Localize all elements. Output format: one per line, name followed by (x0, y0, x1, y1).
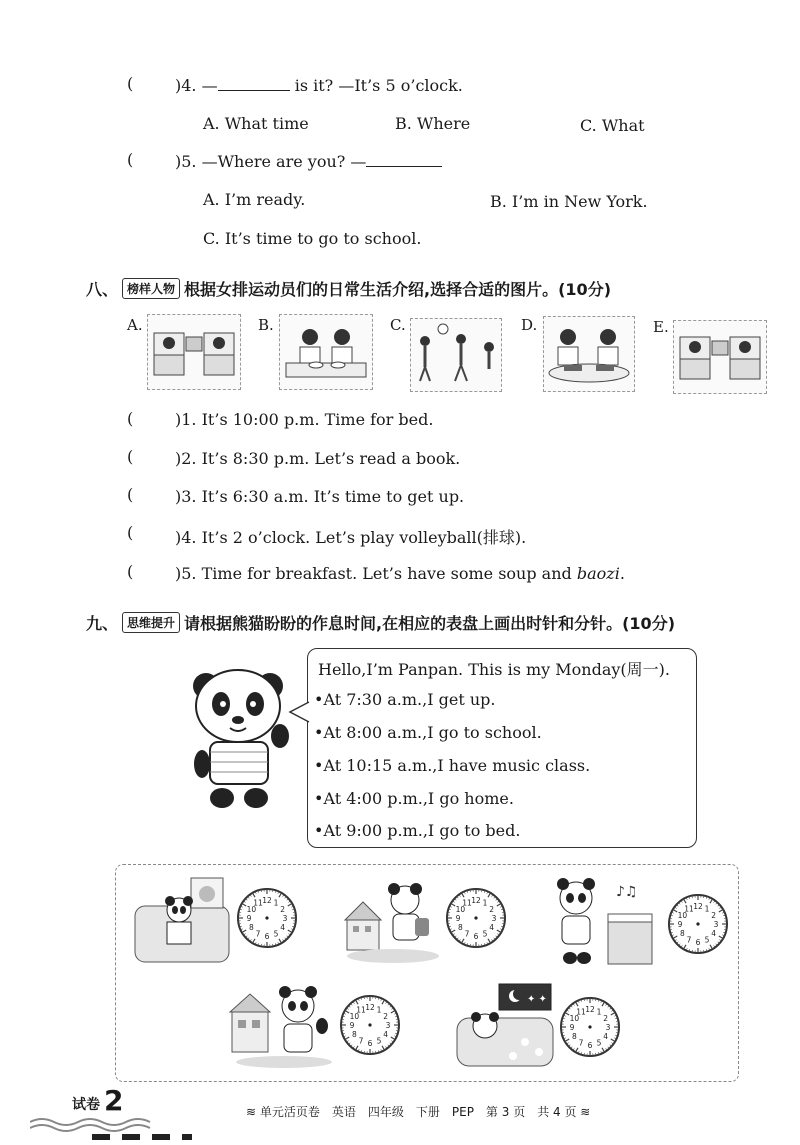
clock-number: 11 (253, 898, 263, 908)
clock-number: 1 (273, 898, 279, 908)
clock-number: 2 (603, 1014, 608, 1023)
option-a[interactable]: A. I’m ready. (203, 190, 306, 209)
clock-face-music[interactable] (666, 892, 730, 956)
clock-face-home[interactable] (338, 993, 402, 1057)
clock-number: 11 (356, 1005, 366, 1015)
footer-label: 试卷 (72, 1097, 100, 1113)
question-text: is it? —It’s 5 o’clock. (289, 76, 463, 95)
italic-word: baozi (576, 564, 620, 583)
breakfast-table-icon[interactable] (279, 314, 373, 390)
clock-number: 8 (458, 923, 463, 932)
clock-number: 4 (383, 1030, 388, 1039)
picture-label: C. (390, 316, 406, 334)
item-text: It’s 8:30 p.m. Let’s read a book. (201, 449, 461, 468)
reading-book-icon[interactable] (543, 316, 635, 392)
footer-info: ≋ 单元活页卷 英语 四年级 下册 PEP 第 3 页 共 4 页 ≋ (246, 1105, 591, 1119)
clock-number: 7 (255, 929, 261, 939)
clock-number: 4 (603, 1032, 608, 1041)
clock-number: 9 (677, 920, 683, 929)
clock-center (474, 916, 477, 919)
clock-number: 11 (462, 898, 472, 908)
bubble-bullet: •At 4:00 p.m.,I go home. (314, 789, 514, 808)
clock-number: 11 (576, 1007, 586, 1017)
clock-number: 11 (684, 904, 694, 914)
picture-label: E. (653, 318, 669, 336)
item-3 (175, 487, 464, 506)
clock-number: 2 (711, 911, 716, 920)
section-8-heading (86, 277, 611, 300)
clock-number: 7 (578, 1038, 584, 1048)
bubble-bullet: •At 9:00 p.m.,I go to bed. (314, 821, 521, 840)
clock-number: 10 (246, 905, 257, 914)
clock-number: 3 (282, 914, 288, 923)
question-number: )4. (175, 528, 197, 547)
footer-number: 2 (104, 1084, 124, 1117)
answer-paren[interactable]: ( (127, 523, 134, 542)
clock-number: 9 (455, 914, 461, 923)
clock-number: 2 (383, 1012, 388, 1021)
footer-dashes (92, 1134, 192, 1142)
question-5 (175, 152, 442, 171)
clock-number: 6 (695, 938, 701, 947)
dash: — (201, 76, 218, 95)
clock-number: 6 (587, 1041, 593, 1050)
question-number: )5. (175, 152, 197, 171)
clock-number: 3 (713, 920, 719, 929)
clock-center (588, 1025, 591, 1028)
clock-face-get-up[interactable] (235, 886, 299, 950)
clock-number: 1 (704, 904, 710, 914)
clock-number: 10 (677, 911, 688, 920)
clock-number: 9 (246, 914, 252, 923)
clock-center (696, 922, 699, 925)
clock-number: 5 (273, 929, 279, 939)
clock-number: 12 (693, 902, 703, 911)
svg-text:✦ ✦: ✦ ✦ (527, 994, 547, 1005)
volleyball-players-icon[interactable] (410, 318, 502, 392)
clock-number: 8 (572, 1032, 577, 1041)
fill-blank[interactable] (218, 76, 290, 91)
answer-paren[interactable]: ( (127, 562, 134, 581)
bubble-intro: Hello,I’m Panpan. This is my Monday(周一). (318, 660, 671, 679)
item-text: It’s 10:00 p.m. Time for bed. (201, 410, 434, 429)
picture-label: D. (521, 316, 538, 334)
clock-number: 7 (358, 1036, 364, 1046)
item-1 (175, 410, 433, 429)
get-up-scene-icon (133, 876, 231, 966)
item-text: It’s 2 o’clock. Let’s play volleyball(排球). (201, 528, 527, 547)
panda-icon (188, 664, 298, 814)
clock-number: 2 (489, 905, 494, 914)
clock-number: 9 (349, 1021, 355, 1030)
item-end: . (619, 564, 625, 583)
clock-number: 10 (455, 905, 466, 914)
footer-wave-icon (30, 1100, 170, 1134)
question-number: )3. (175, 487, 197, 506)
clock-face-bed[interactable] (558, 995, 622, 1059)
clock-number: 4 (280, 923, 285, 932)
bedroom-waking-icon[interactable] (673, 320, 767, 394)
bubble-tail-icon (288, 700, 310, 724)
item-text: Time for breakfast. Let’s have some soup and (201, 564, 577, 583)
section-instruction: 请根据熊猫盼盼的作息时间,在相应的表盘上画出时针和分针。(10分) (184, 614, 676, 633)
clock-number: 12 (262, 896, 272, 905)
clock-number: 5 (704, 935, 710, 945)
clock-number: 12 (585, 1005, 595, 1014)
clock-number: 8 (352, 1030, 357, 1039)
answer-paren[interactable]: ( (127, 485, 134, 504)
question-number: )5. (175, 564, 197, 583)
clock-number: 3 (385, 1021, 391, 1030)
section-9-heading (86, 611, 675, 634)
svg-text:♪♫: ♪♫ (616, 884, 638, 900)
clock-number: 2 (280, 905, 285, 914)
clock-number: 6 (367, 1039, 373, 1048)
bubble-bullet: •At 8:00 a.m.,I go to school. (314, 723, 542, 742)
section-number: 八、 (86, 280, 119, 299)
answer-paren[interactable]: ( (127, 74, 134, 93)
clock-number: 3 (605, 1023, 611, 1032)
clock-number: 12 (365, 1003, 375, 1012)
option-c[interactable]: C. What (580, 116, 645, 135)
clock-number: 1 (482, 898, 488, 908)
bubble-bullet: •At 7:30 a.m.,I get up. (314, 690, 496, 709)
go-to-school-scene-icon (343, 880, 441, 964)
clock-number: 8 (680, 929, 685, 938)
clock-number: 8 (249, 923, 254, 932)
item-2 (175, 449, 460, 468)
item-5 (175, 564, 625, 583)
clock-center (265, 916, 268, 919)
music-class-scene-icon (548, 876, 656, 968)
go-to-bed-scene-icon (455, 982, 555, 1070)
item-4 (175, 525, 526, 548)
clock-number: 5 (596, 1038, 602, 1048)
item-text: It’s 6:30 a.m. It’s time to get up. (201, 487, 465, 506)
answer-paren[interactable]: ( (127, 447, 134, 466)
clock-number: 9 (569, 1023, 575, 1032)
section-instruction: 根据女排运动员们的日常生活介绍,选择合适的图片。(10分) (184, 280, 612, 299)
answer-paren[interactable]: ( (127, 150, 134, 169)
clock-number: 7 (464, 929, 470, 939)
clock-center (368, 1023, 371, 1026)
clock-face-school[interactable] (444, 886, 508, 950)
option-c[interactable]: C. It’s time to go to school. (203, 229, 422, 248)
clock-number: 4 (489, 923, 494, 932)
picture-label: B. (258, 316, 274, 334)
clock-number: 4 (711, 929, 716, 938)
option-a[interactable]: A. What time (203, 114, 309, 133)
picture-label: A. (127, 316, 143, 334)
question-text: —Where are you? — (201, 152, 367, 171)
clock-number: 10 (569, 1014, 580, 1023)
go-home-scene-icon (228, 986, 334, 1070)
question-number: )4. (175, 76, 197, 95)
question-4 (175, 76, 463, 95)
clock-number: 7 (686, 935, 692, 945)
clock-number: 6 (264, 932, 270, 941)
clock-number: 5 (376, 1036, 382, 1046)
clock-number: 3 (491, 914, 497, 923)
section-tag: 榜样人物 (122, 278, 180, 299)
clock-number: 10 (349, 1012, 360, 1021)
section-tag: 思维提升 (122, 612, 180, 633)
clock-number: 1 (596, 1007, 602, 1017)
bubble-bullet: •At 10:15 a.m.,I have music class. (314, 756, 591, 775)
clock-number: 12 (471, 896, 481, 905)
option-b[interactable]: B. Where (395, 114, 471, 133)
option-b[interactable]: B. I’m in New York. (490, 192, 648, 211)
fill-blank[interactable] (366, 152, 442, 167)
bedroom-sleeping-icon[interactable] (147, 314, 241, 390)
clock-number: 1 (376, 1005, 382, 1015)
section-number: 九、 (86, 614, 119, 633)
clock-number: 6 (473, 932, 479, 941)
clock-number: 5 (482, 929, 488, 939)
question-number: )1. (175, 410, 197, 429)
answer-paren[interactable]: ( (127, 409, 134, 428)
question-number: )2. (175, 449, 197, 468)
